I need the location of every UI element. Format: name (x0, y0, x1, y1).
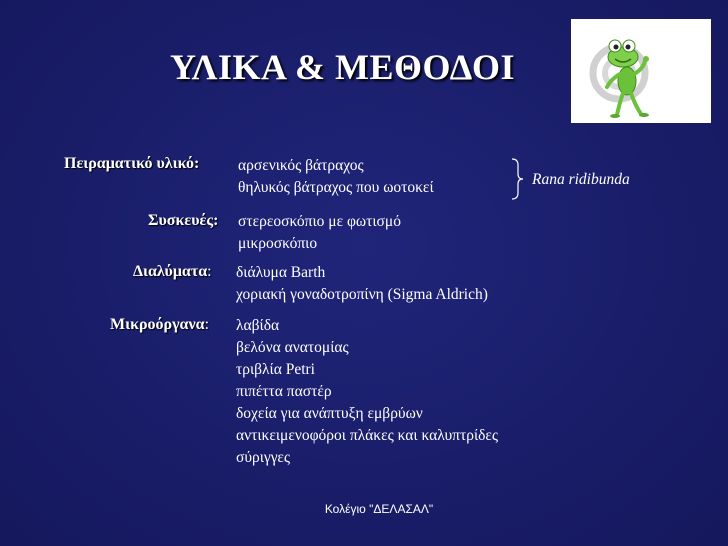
experimental-material-label: Πειραματικό υλικό: (64, 155, 200, 172)
solutions-label: Διαλύματα: (133, 263, 212, 280)
instruments-label: Μικροόργανα: (110, 316, 210, 333)
curly-brace-icon (510, 157, 526, 201)
solutions-item-2: χοριακή γοναδοτροπίνη (Sigma Aldrich) (236, 286, 488, 303)
instrument-item-5: δοχεία για ανάπτυξη εμβρύων (236, 405, 423, 422)
species-name: Rana ridibunda (532, 171, 630, 188)
instrument-item-2: βελόνα ανατομίας (236, 339, 349, 356)
equipment-label: Συσκευές: (148, 212, 219, 229)
logo-box (571, 19, 711, 123)
footer-text: Κολέγιο "ΔΕΛΑΣΑΛ" (324, 502, 434, 516)
instrument-item-7: σύριγγες (236, 449, 291, 466)
solutions-item-1: διάλυμα Barth (236, 264, 326, 281)
slide-title: ΥΛΙΚΑ & ΜΕΘΟΔΟΙ (170, 47, 515, 87)
instrument-item-4: πιπέττα παστέρ (236, 383, 332, 400)
instrument-item-6: αντικειμενοφόροι πλάκες και καλυπτρίδες (236, 427, 499, 444)
cartoon-frog-logo-icon (571, 19, 711, 123)
equipment-item-2: μικροσκόπιο (238, 235, 318, 252)
equipment-item-1: στερεοσκόπιο με φωτισμό (238, 213, 401, 230)
footer (0, 502, 728, 516)
instrument-item-1: λαβίδα (236, 317, 280, 334)
experimental-item-1: αρσενικός βάτραχος (238, 157, 364, 174)
experimental-item-2: θηλυκός βάτραχος που ωοτοκεί (238, 179, 434, 196)
instrument-item-3: τριβλία Petri (236, 361, 315, 378)
